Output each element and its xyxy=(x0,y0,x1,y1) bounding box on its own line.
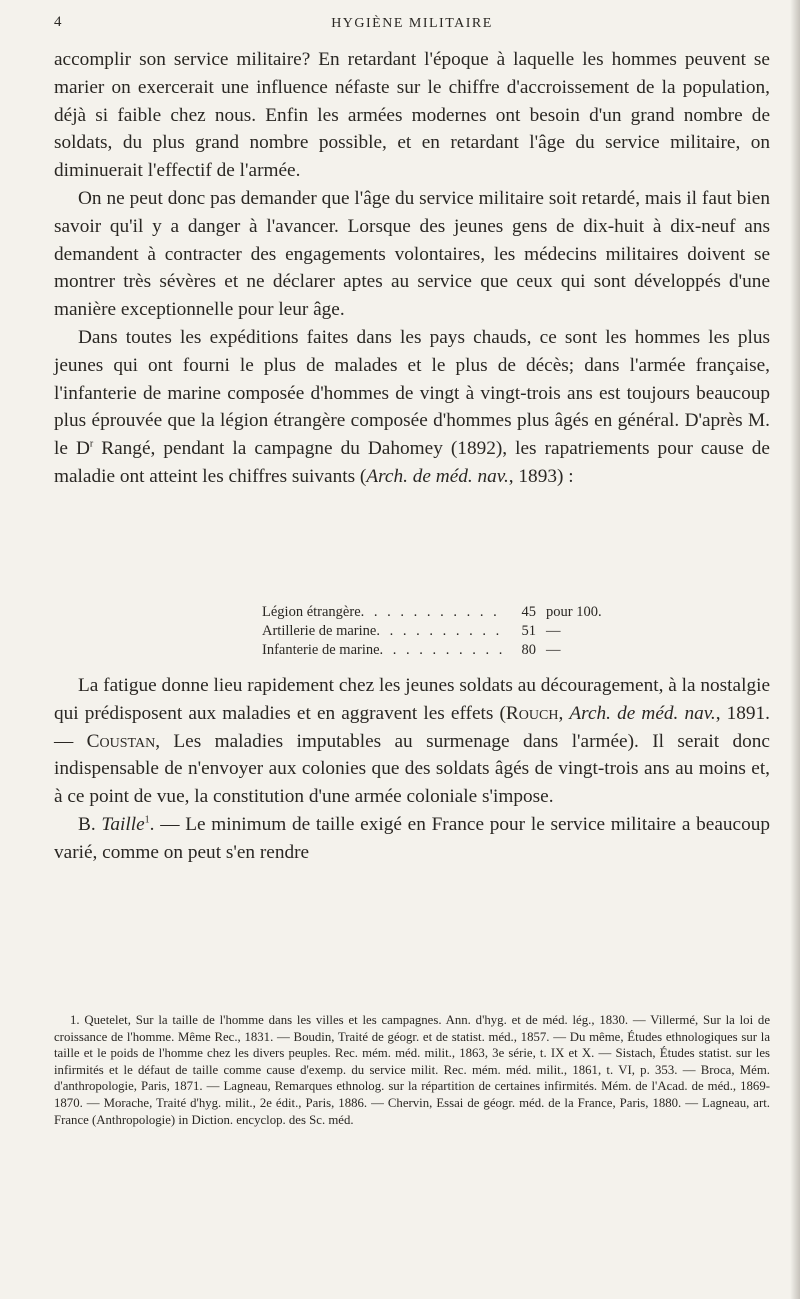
paragraph-5-text-a: B. xyxy=(78,813,102,835)
footnote-marker: 1 xyxy=(144,814,150,826)
paragraph-4-author-2: Coustan xyxy=(86,730,156,752)
stats-label: Artillerie de marine xyxy=(262,623,377,639)
paragraph-4-text-a: La fatigue donne lieu rapidement chez les jeunes soldats au découragement, à la nostalgie qui prédisposent aux maladies et en aggravent les effets ( xyxy=(54,675,770,724)
repatriation-stats-table xyxy=(262,603,622,660)
body-text-continued xyxy=(54,672,770,867)
paragraph-3-text-a: Dans toutes les expéditions faites dans les pays chauds, ce sont les hommes les plus jeunes qui ont fourni le plus de malades et le plus de décès; dans l'armée française, l'infanterie de marine composée d'hommes de vingt à vingt-trois ans est toujours beaucoup plus éprouvée que la légion étrangère composée d'hommes plus âgés en général. D'après M. le D xyxy=(54,326,770,460)
leader-dots xyxy=(361,603,502,622)
paragraph-4-text-d: , Les maladies imputables au surmenage dans l'armée). Il serait donc indispensable de n'envoyer aux colonies que des soldats âgés de vingt-trois ans au moins et, à ce point de vue, la constitution d'une armée coloniale s'impose. xyxy=(54,730,770,808)
stats-value: 45 xyxy=(521,604,536,620)
leader-dots xyxy=(376,622,502,641)
paragraph-2: On ne peut donc pas demander que l'âge du service militaire soit retardé, mais il faut bien savoir qu'il y a danger à l'avancer. Lorsque des jeunes gens de dix-huit à dix-neuf ans demandent à contracter des engagements volontaires, les médecins militaires doivent se montrer très sévères et ne déclarer aptes au service que ceux qui sont développés d'une manière exceptionnelle pour leur âge. xyxy=(54,187,770,321)
body-text xyxy=(54,46,770,491)
stats-unit: — xyxy=(546,623,561,639)
paragraph-4-text-c: , 1891. — xyxy=(54,702,771,752)
paragraph-3-superscript: r xyxy=(89,438,94,450)
paragraph-3 xyxy=(54,324,770,491)
paragraph-5-text-b: . — Le minimum de taille exigé en France pour le service militaire a beaucoup varié, comme on peut s'en rendre xyxy=(54,813,770,863)
section-title-taille: Taille xyxy=(101,813,145,835)
paragraph-4-author-1: Rouch xyxy=(505,702,559,724)
leader-dots xyxy=(380,641,502,660)
stats-value: 80 xyxy=(521,642,536,658)
page-edge-shadow xyxy=(790,0,800,1299)
stats-label: Infanterie de marine xyxy=(262,642,380,658)
page-header xyxy=(54,14,770,38)
paragraph-4 xyxy=(54,672,770,811)
paragraph-3-text-b: Rangé, pendant la campagne du Dahomey (1892), les rapatriements pour cause de maladie ont atteint les chiffres suivants ( xyxy=(54,438,770,487)
stats-row xyxy=(262,641,622,660)
stats-row xyxy=(262,603,622,622)
paragraph-1: accomplir son service militaire? En retardant l'époque à laquelle les hommes peuvent se marier on exercerait une influence néfaste sur le chiffre d'accroissement de la population, déjà si faible chez nous. Enfin les armées modernes ont besoin d'un grand nombre de soldats, du plus grand nombre possible, et en retardant l'âge du service militaire, on diminuerait l'effectif de l'armée. xyxy=(54,49,770,182)
running-title: HYGIÈNE MILITAIRE xyxy=(331,16,493,31)
paragraph-4-reference: Arch. de méd. nav. xyxy=(569,702,716,724)
paragraph-3-text-c: , 1893) : xyxy=(508,465,574,487)
paragraph-4-text-b: , xyxy=(558,702,570,724)
stats-value: 51 xyxy=(521,623,536,639)
page-number: 4 xyxy=(54,14,62,30)
paragraph-3-reference: Arch. de méd. nav. xyxy=(366,465,509,487)
footnote-1: 1. Quetelet, Sur la taille de l'homme dans les villes et les campagnes. Ann. d'hyg. et de méd. lég., 1830. — Villermé, Sur la loi de croissance de l'homme. Même Rec., 1831. — Boudin, Traité de géogr. et de statist. méd., 1857. — Du même, Études ethnologiques sur la taille et le poids de l'homme chez les divers peuples. Rec. mém. méd. milit., 1863, 3e série, t. IX et X. — Sistach, Études statist. sur les infirmités et le défaut de taille comme cause d'exemp. du service milit. Rec. mém. méd. milit., 1861, t. VI, p. 353. — Broca, Mém. d'anthropologie, Paris, 1871. — Lagneau, Remarques ethnolog. sur la répartition de certaines infirmités. Mém. de l'Acad. de méd., 1869-1870. — Morache, Traité d'hyg. milit., 2e édit., Paris, 1886. — Chervin, Essai de géogr. méd. de la France, Paris, 1880. — Lagneau, art. France (Anthropologie) in Diction. encyclop. des Sc. méd. xyxy=(54,1013,770,1127)
paragraph-5 xyxy=(54,811,770,867)
footnotes xyxy=(54,1012,770,1128)
stats-unit: pour 100. xyxy=(546,604,602,620)
stats-row xyxy=(262,622,622,641)
stats-label: Légion étrangère xyxy=(262,604,361,620)
stats-unit: — xyxy=(546,642,561,658)
